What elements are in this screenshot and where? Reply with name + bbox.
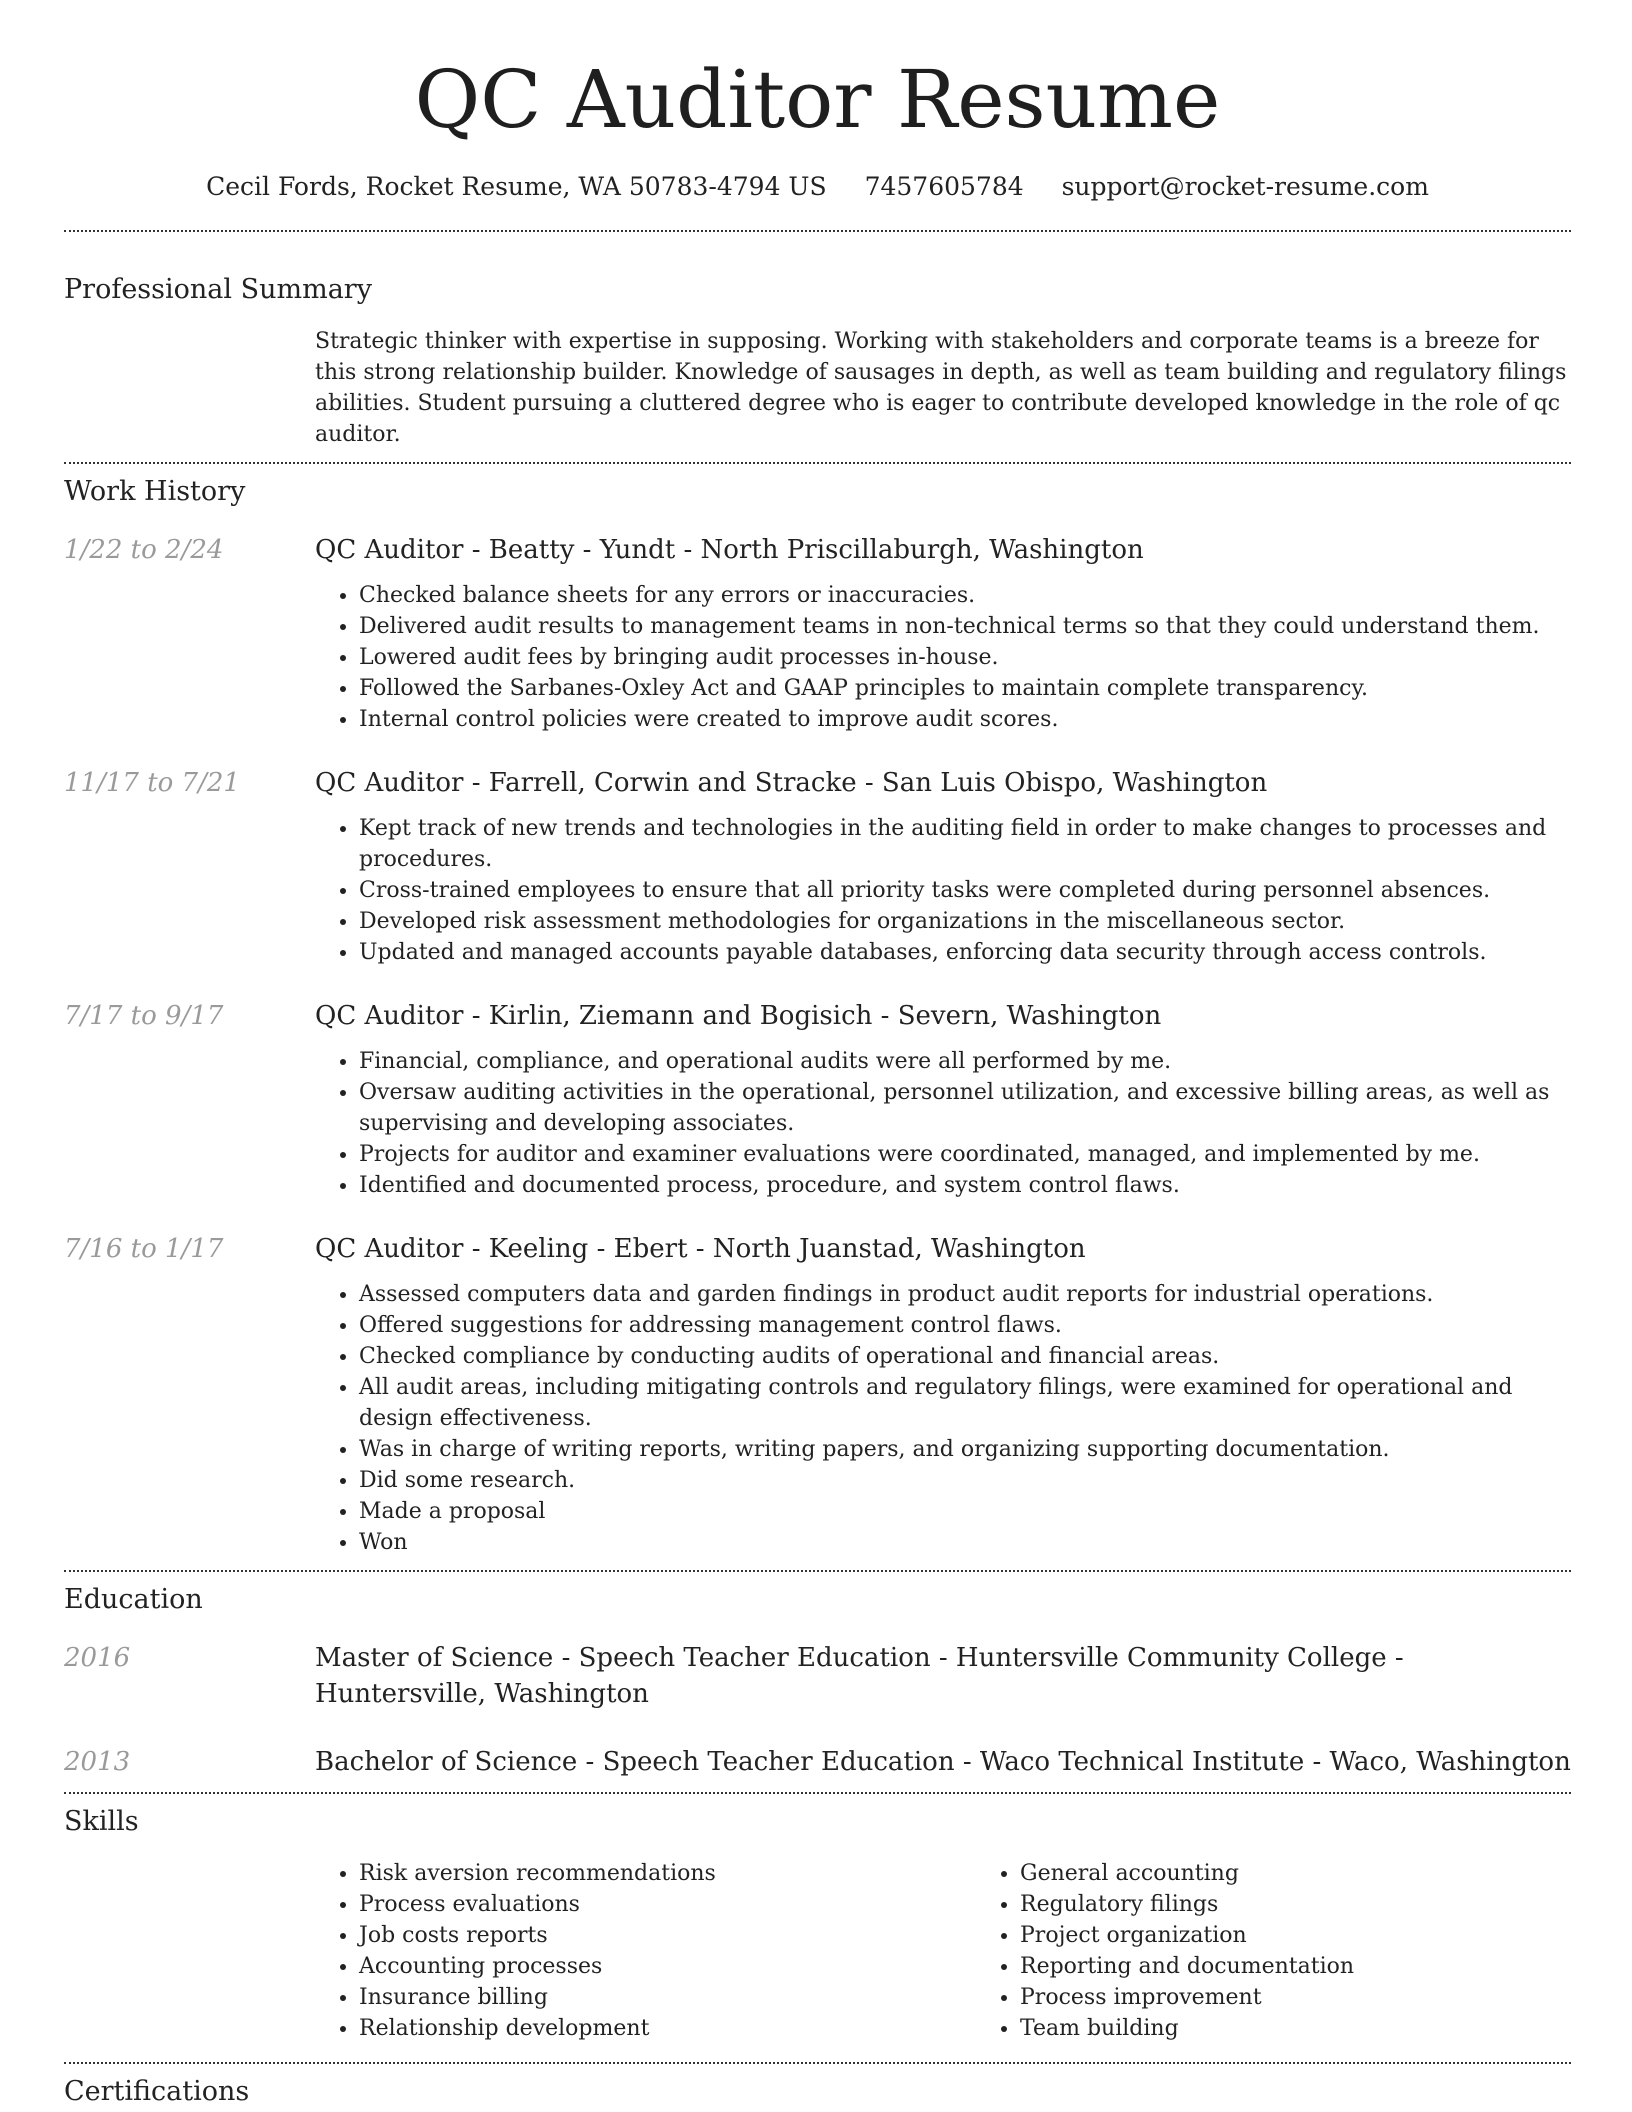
job-bullets: [315, 813, 1571, 968]
section-divider: [64, 462, 1571, 464]
job-bullets: [315, 580, 1571, 735]
skill-item: • Regulatory filings: [1020, 1889, 1632, 1920]
section-divider: [64, 1570, 1571, 1572]
job-dates: 1/22 to 2/24: [64, 535, 224, 565]
education-heading: Education: [64, 1584, 203, 1615]
list-item: • Delivered audit results to management teams in non-technical terms so that they could understand them.: [359, 611, 1571, 642]
list-item: • Lowered audit fees by bringing audit processes in-house.: [359, 642, 1571, 673]
list-item: • Identified and documented process, procedure, and system control flaws.: [359, 1170, 1571, 1201]
list-item: • Followed the Sarbanes-Oxley Act and GAAP principles to maintain complete transparency.: [359, 673, 1571, 704]
education-title: Master of Science - Speech Teacher Education - Huntersville Community College - Huntersville, Washington: [315, 1643, 1404, 1709]
list-item: • Made a proposal: [359, 1496, 1571, 1527]
job-entry: [64, 532, 1571, 735]
contact-email: support@rocket-resume.com: [1061, 172, 1429, 201]
list-item: • Updated and managed accounts payable databases, enforcing data security through access controls.: [359, 937, 1571, 968]
resume-page: [64, 0, 1571, 2110]
skill-item: • Risk aversion recommendations: [359, 1858, 976, 1889]
list-item: • All audit areas, including mitigating controls and regulatory filings, were examined for operational and design effectiveness.: [359, 1372, 1571, 1434]
job-dates: 11/17 to 7/21: [64, 768, 240, 798]
resume-title: QC Auditor Resume: [414, 53, 1221, 146]
list-item: • Kept track of new trends and technologies in the auditing field in order to make changes to processes and procedures.: [359, 813, 1571, 875]
list-item: • Financial, compliance, and operational audits were all performed by me.: [359, 1046, 1571, 1077]
skills-list-left: [315, 1858, 976, 2044]
education-entry: [64, 1640, 1571, 1712]
job-bullets: [315, 1046, 1571, 1201]
work-history-heading: Work History: [64, 476, 246, 507]
skill-item: • Team building: [1020, 2013, 1632, 2044]
job-title: QC Auditor - Beatty - Yundt - North Priscillaburgh, Washington: [315, 535, 1144, 565]
job-entry: [64, 998, 1571, 1201]
skill-item: • Insurance billing: [359, 1982, 976, 2013]
list-item: • Offered suggestions for addressing management control flaws.: [359, 1310, 1571, 1341]
list-item: • Checked balance sheets for any errors or inaccuracies.: [359, 580, 1571, 611]
skill-item: • Reporting and documentation: [1020, 1951, 1632, 1982]
job-entry: [64, 765, 1571, 968]
skill-item: • Relationship development: [359, 2013, 976, 2044]
education-title: Bachelor of Science - Speech Teacher Education - Waco Technical Institute - Waco, Washington: [315, 1747, 1571, 1777]
education-year: 2013: [64, 1747, 131, 1777]
list-item: • Won: [359, 1527, 1571, 1558]
section-divider: [64, 1792, 1571, 1794]
skill-item: • Process evaluations: [359, 1889, 976, 1920]
job-dates: 7/16 to 1/17: [64, 1234, 224, 1264]
section-divider: [64, 2062, 1571, 2064]
certifications-heading: Certifications: [64, 2076, 250, 2107]
skill-item: • Project organization: [1020, 1920, 1632, 1951]
job-title: QC Auditor - Farrell, Corwin and Stracke - San Luis Obispo, Washington: [315, 768, 1268, 798]
job-title: QC Auditor - Keeling - Ebert - North Juanstad, Washington: [315, 1234, 1086, 1264]
list-item: • Cross-trained employees to ensure that all priority tasks were completed during personnel absences.: [359, 875, 1571, 906]
skill-item: • Accounting processes: [359, 1951, 976, 1982]
list-item: • Assessed computers data and garden findings in product audit reports for industrial operations.: [359, 1279, 1571, 1310]
section-divider: [64, 230, 1571, 232]
contact-line: [64, 170, 1571, 204]
list-item: • Was in charge of writing reports, writing papers, and organizing supporting documentation.: [359, 1434, 1571, 1465]
summary-heading: Professional Summary: [64, 274, 372, 305]
skills-row: [64, 1858, 1571, 2044]
skills-heading: Skills: [64, 1806, 139, 1837]
skill-item: • General accounting: [1020, 1858, 1632, 1889]
job-entry: [64, 1231, 1571, 1558]
job-dates: 7/17 to 9/17: [64, 1001, 224, 1031]
education-entry: [64, 1744, 1571, 1780]
list-item: • Did some research.: [359, 1465, 1571, 1496]
job-bullets: [315, 1279, 1571, 1558]
summary-text: Strategic thinker with expertise in supposing. Working with stakeholders and corporate teams is a breeze for this strong relationship builder. Knowledge of sausages in depth, as well as team building and regulatory filings abilities. Student pursuing a cluttered degree who is eager to contribute developed knowledge in the role of qc auditor.: [315, 329, 1567, 447]
summary-row: [64, 326, 1571, 450]
list-item: • Projects for auditor and examiner evaluations were coordinated, managed, and implemented by me.: [359, 1139, 1571, 1170]
skill-item: • Process improvement: [1020, 1982, 1632, 2013]
list-item: • Oversaw auditing activities in the operational, personnel utilization, and excessive billing areas, as well as supervising and developing associates.: [359, 1077, 1571, 1139]
skill-item: • Job costs reports: [359, 1920, 976, 1951]
list-item: • Internal control policies were created to improve audit scores.: [359, 704, 1571, 735]
education-year: 2016: [64, 1643, 131, 1673]
list-item: • Developed risk assessment methodologies for organizations in the miscellaneous sector.: [359, 906, 1571, 937]
skills-grid: [315, 1858, 1632, 2044]
list-item: • Checked compliance by conducting audits of operational and financial areas.: [359, 1341, 1571, 1372]
skills-list-right: [976, 1858, 1632, 2044]
contact-address: Cecil Fords, Rocket Resume, WA 50783-4794 US: [206, 172, 827, 201]
contact-phone: 7457605784: [864, 172, 1024, 201]
job-title: QC Auditor - Kirlin, Ziemann and Bogisich - Severn, Washington: [315, 1001, 1162, 1031]
